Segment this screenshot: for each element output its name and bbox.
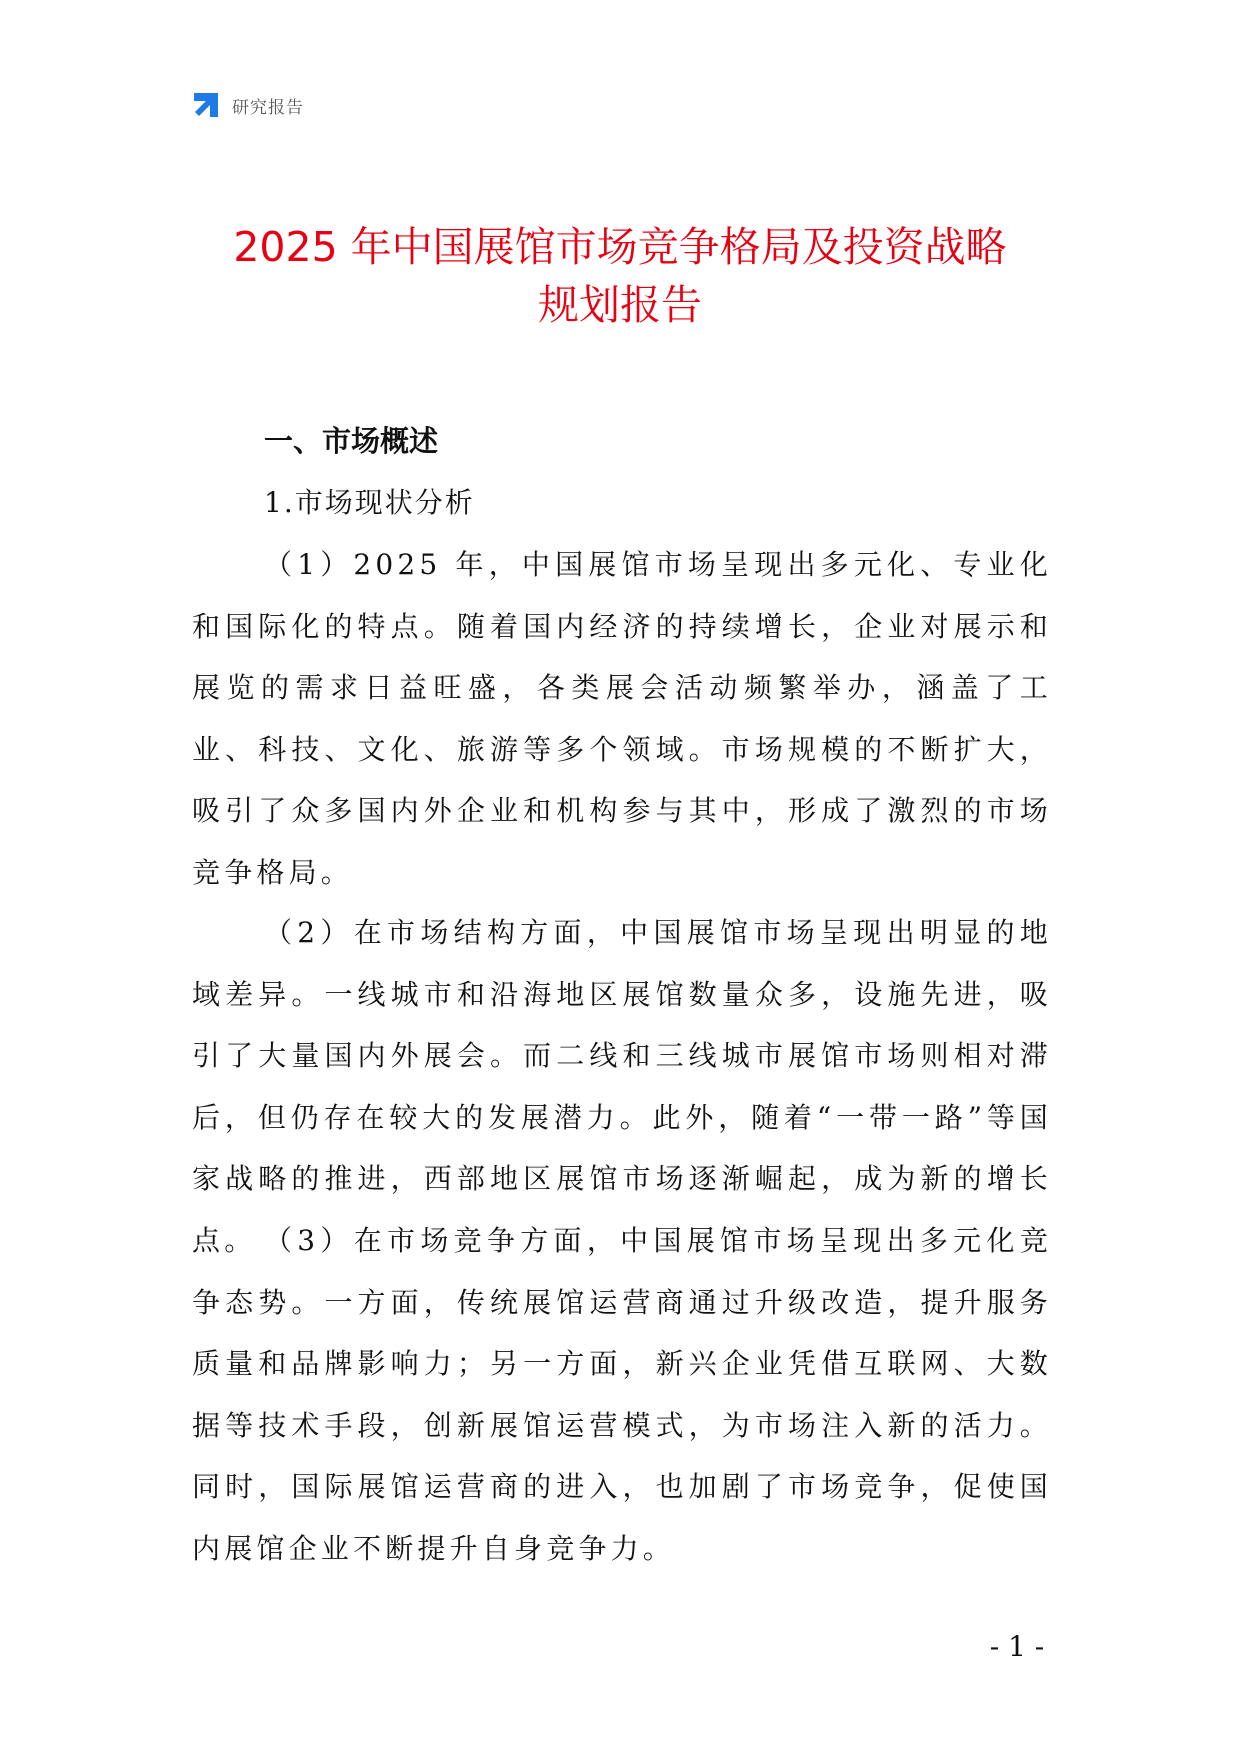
section-heading: 一、市场概述 [264, 424, 439, 458]
subsection-heading: 1.市场现状分析 [264, 486, 475, 519]
document-title [120, 218, 1120, 334]
brand-label: 研究报告 [232, 97, 304, 118]
body-paragraph-2: （2）在市场结构方面，中国展馆市场呈现出明显的地域差异。一线城市和沿海地区展馆数量众多，设施先进，吸引了大量国内外展会。而二线和三线城市展馆市场则相对滞后，但仍存在较大的发展潜力。此外，随着“一带一路”等国家战略的推进，西部地区展馆市场逐渐崛起，成为新的增长点。 [192, 916, 1052, 1257]
document-title-line-2: 规划报告 [538, 281, 702, 329]
body-paragraph-1: （1）2025 年，中国展馆市场呈现出多元化、专业化和国际化的特点。随着国内经济的持续增长，企业对展示和展览的需求日益旺盛，各类展会活动频繁举办，涵盖了工业、科技、文化、旅游等多个领域。市场规模的不断扩大，吸引了众多国内外企业和机构参与其中，形成了激烈的市场竞争格局。 [192, 548, 1052, 889]
page-number: - 1 - [989, 1630, 1045, 1663]
body-paragraph-3: （3）在市场竞争方面，中国展馆市场呈现出多元化竞争态势。一方面，传统展馆运营商通过升级改造，提升服务质量和品牌影响力；另一方面，新兴企业凭借互联网、大数据等技术手段，创新展馆运营模式，为市场注入新的活力。同时，国际展馆运营商的进入，也加剧了市场竞争，促使国内展馆企业不断提升自身竞争力。 [192, 1224, 1052, 1565]
document-title-line-1: 2025 年中国展馆市场竞争格局及投资战略 [233, 223, 1007, 271]
arrow-up-right-icon [190, 89, 222, 121]
header-brand [190, 88, 304, 122]
